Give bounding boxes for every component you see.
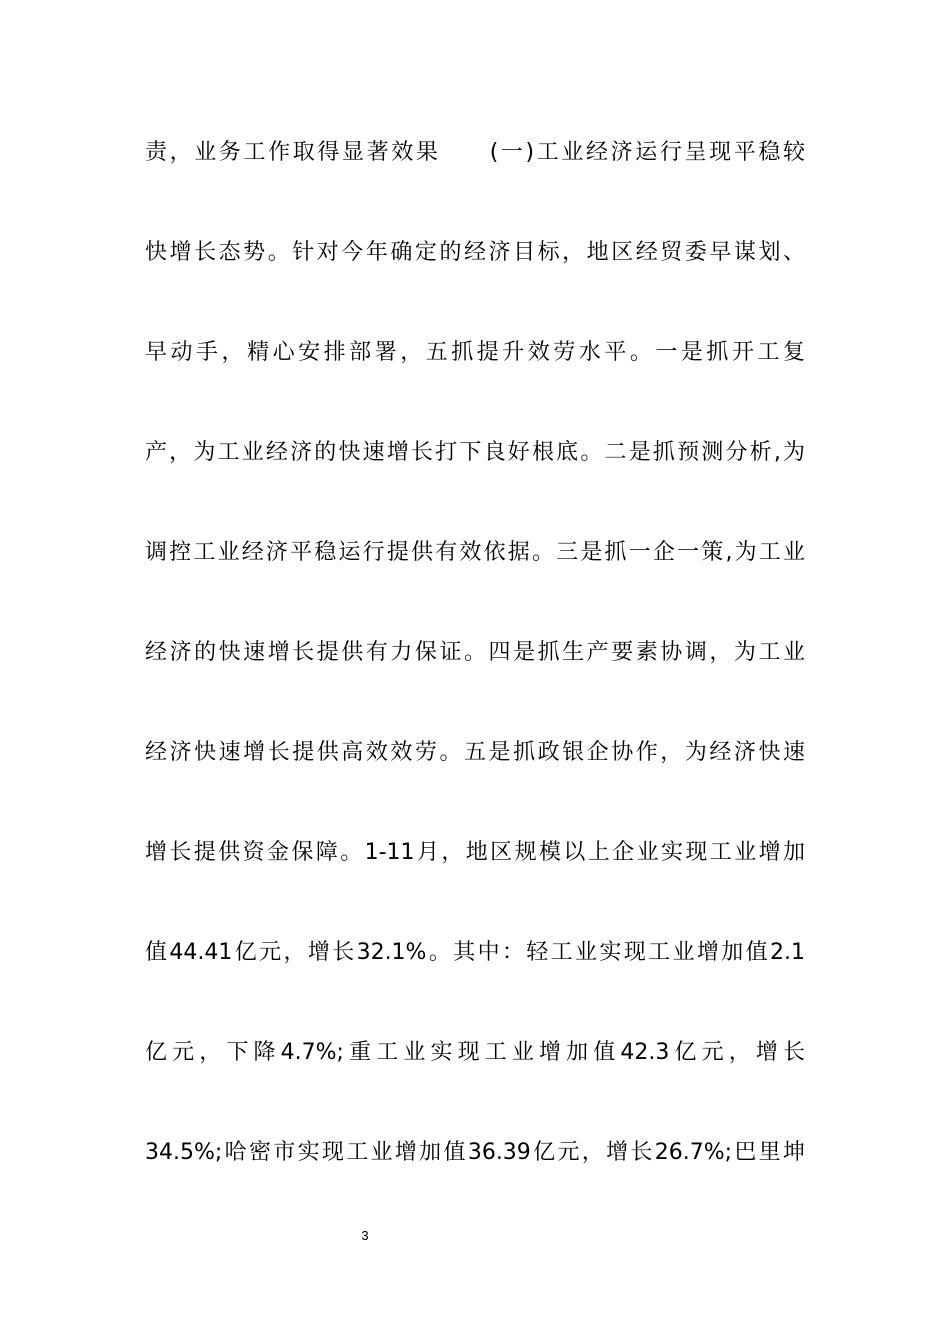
body-text-line: 亿元，下降4.7%;重工业实现工业增加值42.3亿元，增长 — [145, 1040, 805, 1065]
body-text-line: 快增长态势。针对今年确定的经济目标，地区经贸委早谋划、 — [145, 240, 805, 265]
body-text-line: 经济的快速增长提供有力保证。四是抓生产要素协调，为工业 — [145, 640, 805, 665]
body-text-line: 责，业务工作取得显著效果 (一)工业经济运行呈现平稳较 — [145, 140, 805, 165]
body-text-line: 调控工业经济平稳运行提供有效依据。三是抓一企一策,为工业 — [145, 540, 805, 565]
body-text-line: 值44.41亿元，增长32.1%。其中：轻工业实现工业增加值2.1 — [145, 940, 805, 965]
body-text-line: 34.5%;哈密市实现工业增加值36.39亿元，增长26.7%;巴里坤 — [145, 1140, 805, 1165]
body-text-line: 早动手，精心安排部署，五抓提升效劳水平。一是抓开工复 — [145, 340, 805, 365]
body-text-line: 增长提供资金保障。1-11月，地区规模以上企业实现工业增加 — [145, 840, 805, 865]
body-text-line: 产，为工业经济的快速增长打下良好根底。二是抓预测分析,为 — [145, 440, 805, 465]
page-number: 3 — [361, 1228, 369, 1243]
body-text-line: 经济快速增长提供高效效劳。五是抓政银企协作，为经济快速 — [145, 740, 805, 765]
